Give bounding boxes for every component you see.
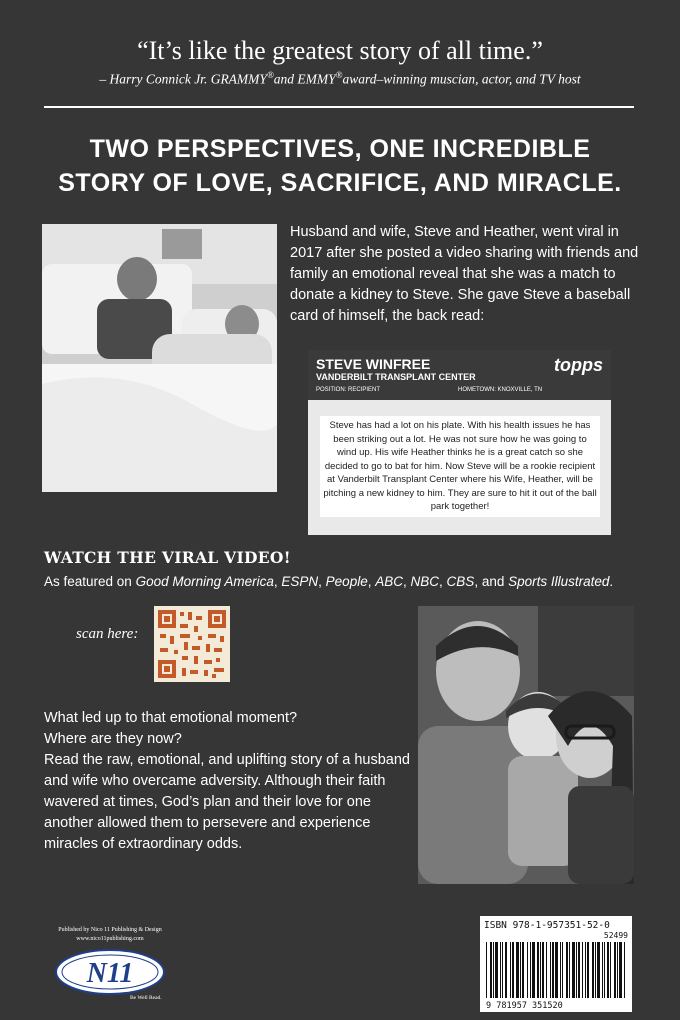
divider (44, 106, 634, 108)
barcode-bar (578, 942, 580, 998)
barcode-bar (566, 942, 568, 998)
barcode-bar (569, 942, 570, 998)
card-header (308, 350, 611, 400)
barcode-bar (495, 942, 498, 998)
barcode-bar (597, 942, 600, 998)
barcode-bar (532, 942, 535, 998)
hospital-photo (42, 224, 277, 492)
barcode-bar (510, 942, 511, 998)
barcode-bar (592, 942, 594, 998)
barcode-bar (520, 942, 521, 998)
featured-line (44, 574, 613, 589)
barcode-bar (619, 942, 622, 998)
outlet-espn: ESPN (281, 574, 319, 589)
qr-code-pattern (154, 606, 230, 682)
closing-paragraph: Read the raw, emotional, and uplifting story of a husband and wife who overcame adversity. Although their faith wavered at times, God’s plan and their love for one another allowed them to persevere and experience miracles of extraordinary odds. (44, 752, 410, 852)
price-code: 52499 (603, 931, 628, 940)
barcode-bar (602, 942, 603, 998)
quote-text: “It’s like the greatest story of all time.” (137, 36, 543, 65)
barcode-bar (502, 942, 503, 998)
barcode-graphic (480, 916, 632, 1012)
barcode-bar (486, 942, 487, 998)
barcode-digits: 9 781957 351520 (486, 1001, 563, 1011)
barcode-bar (624, 942, 625, 998)
barcode-bar (610, 942, 611, 998)
featured-sep-5: , (439, 574, 447, 589)
barcode-bar (516, 942, 519, 998)
barcode-bar (546, 942, 547, 998)
closing-question-2: Where are they now? (44, 731, 182, 747)
barcode-bar (595, 942, 596, 998)
barcode-bar (614, 942, 616, 998)
barcode-bar (576, 942, 577, 998)
registered-mark-2: ® (335, 70, 343, 80)
card-body-text: Steve has had a lot on his plate. With his health issues he has been striking out a lot. He was not sure how he was going to wind up. His wife Heather thinks he is a great catch so she decided to go to bat for him. Now Steve will be a rookie recipient at Vanderbilt Transplant Center where his Wife, Heather, will be pitching a new kidney to him. They are sure to hit it out of the ball park together! (320, 416, 600, 517)
qr-code[interactable] (154, 606, 230, 682)
featured-sep-4: , (403, 574, 411, 589)
publisher-line-1: Published by Nico 11 Publishing & Design (58, 927, 162, 933)
publisher-website: www.nico11publishing.com (76, 936, 144, 942)
barcode-bar (552, 942, 554, 998)
card-hometown: HOMETOWN: KNOXVILLE, TN (458, 387, 543, 393)
family-photo-illustration (418, 606, 634, 884)
headline-line-1: TWO PERSPECTIVES, ONE INCREDIBLE (89, 135, 591, 163)
baseball-card (308, 350, 611, 535)
barcode-bar (540, 942, 541, 998)
barcode-bar (527, 942, 528, 998)
barcode-bars (486, 942, 625, 998)
publisher-tagline: Be Well Read. (130, 995, 162, 1001)
barcode-bar (522, 942, 524, 998)
scan-label: scan here: (76, 626, 139, 642)
outlet-gma: Good Morning America (135, 574, 274, 589)
barcode-bar (560, 942, 561, 998)
featured-prefix: As featured on (44, 574, 136, 589)
barcode-bar (493, 942, 494, 998)
barcode-bar (585, 942, 586, 998)
barcode-bar (562, 942, 563, 998)
headline-line-2: STORY OF LOVE, SACRIFICE, AND MIRACLE. (58, 169, 622, 197)
card-position: POSITION: RECIPIENT (316, 387, 381, 393)
barcode-bar (530, 942, 531, 998)
outlet-si: Sports Illustrated (508, 574, 610, 589)
featured-sep-2: , (318, 574, 326, 589)
barcode-bar (555, 942, 558, 998)
publisher-logo-text: N11 (86, 958, 134, 989)
featured-sep-6: , and (474, 574, 509, 589)
barcode-bar (490, 942, 492, 998)
isbn-text: ISBN 978-1-957351-52-0 (484, 920, 610, 931)
barcode-bar (550, 942, 551, 998)
card-name: STEVE WINFREE (316, 356, 431, 372)
barcode-bar (572, 942, 575, 998)
quote-attribution (0, 70, 680, 88)
attribution-prefix: – Harry Connick Jr. GRAMMY (99, 71, 267, 87)
watch-video-heading: WATCH THE VIRAL VIDEO! (44, 548, 291, 567)
barcode-bar (604, 942, 605, 998)
card-center: VANDERBILT TRANSPLANT CENTER (316, 372, 476, 382)
barcode-bar (542, 942, 544, 998)
isbn-barcode (480, 916, 632, 1012)
barcode-bar (617, 942, 618, 998)
publisher-logo (52, 946, 168, 998)
outlet-people: People (325, 574, 368, 589)
barcode-bar (537, 942, 539, 998)
topps-logo: topps (554, 355, 603, 375)
story-paragraph: Husband and wife, Steve and Heather, went viral in 2017 after she posted a video sharing with friends and family an emotional reveal that she was a match to donate a kidney to Steve. She gave Steve a baseball card of himself, the back read: (290, 224, 639, 324)
barcode-bar (500, 942, 501, 998)
barcode-bar (512, 942, 514, 998)
closing-text (44, 708, 414, 855)
registered-mark-1: ® (266, 70, 274, 80)
publisher-logo-mark (52, 946, 168, 998)
publisher-info (30, 926, 190, 944)
barcode-bar (582, 942, 583, 998)
attribution-suffix: award–winning muscian, actor, and TV host (342, 71, 581, 87)
outlet-cbs: CBS (446, 574, 475, 589)
featured-sep-1: , (273, 574, 282, 589)
outlet-nbc: NBC (410, 574, 440, 589)
barcode-bar (607, 942, 609, 998)
featured-sep-3: , (367, 574, 376, 589)
family-photo (418, 606, 634, 884)
hospital-photo-illustration (42, 224, 277, 492)
barcode-bar (587, 942, 589, 998)
barcode-bar (505, 942, 507, 998)
headline (0, 132, 680, 200)
featured-end: . (609, 574, 614, 589)
attribution-mid: and EMMY (273, 71, 336, 87)
closing-question-1: What led up to that emotional moment? (44, 710, 298, 726)
outlet-abc: ABC (375, 574, 403, 589)
